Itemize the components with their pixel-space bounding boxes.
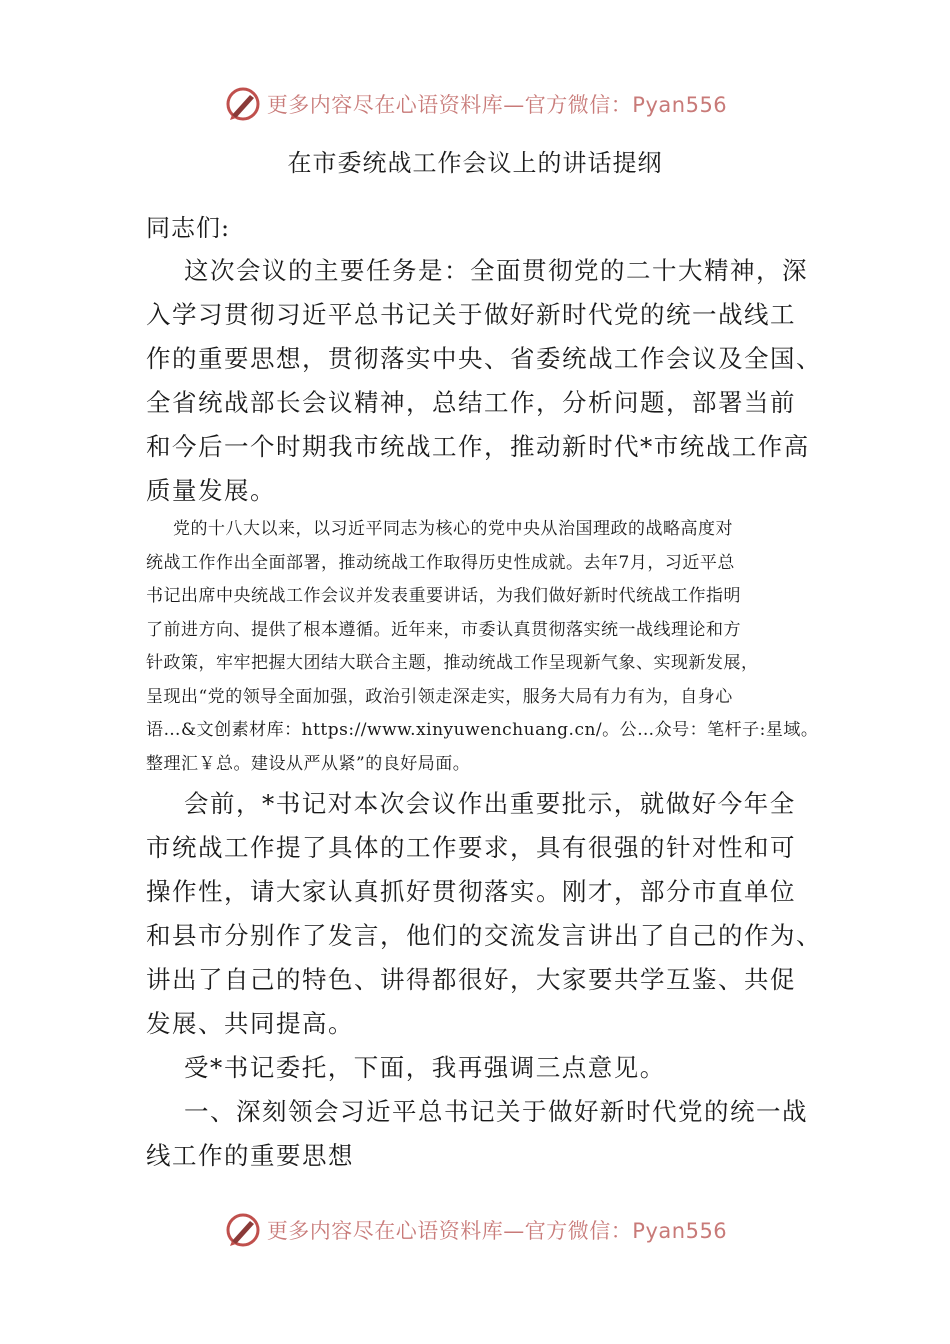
pen-logo-icon [223,84,263,124]
text-line: 质量发展。 [146,476,276,505]
text-line: 党的十八大以来，以习近平同志为核心的党中央从治国理政的战略高度对 [173,519,733,539]
text-line: 呈现出“党的领导全面加强，政治引领走深走实，服务大局有力有为，自身心 [146,686,733,707]
header-banner [0,80,950,128]
greeting: 同志们: [146,214,231,242]
text-line: 一、深刻领会习近平总书记关于做好新时代党的统一战 [184,1097,808,1126]
text-line: 全省统战部长会议精神，总结工作，分析问题，部署当前 [146,388,796,417]
paragraph-1 [146,249,822,513]
text-line: 这次会议的主要任务是：全面贯彻党的二十大精神，深 [184,256,808,285]
text-line: 语…&文创素材库：https://www.xinyuwenchuang.cn/。公…众号：笔杆子:星域。 [146,720,819,740]
text-line: 书记出席中央统战工作会议并发表重要讲话，为我们做好新时代统战工作指明 [146,586,741,606]
text-line: 整理汇￥总。建设从严从紧”的良好局面。 [146,753,471,774]
text-line: 市统战工作提了具体的工作要求，具有很强的针对性和可 [146,833,796,862]
paragraph-3 [146,782,822,1046]
text-line: 统战工作作出全面部署，推动统战工作取得历史性成就。去年7月，习近平总 [146,552,735,573]
section-heading-1 [146,1090,806,1178]
text-line: 线工作的重要思想 [146,1141,354,1170]
text-line: 发展、共同提高。 [146,1009,354,1038]
paragraph-2 [146,513,819,781]
document-title: 在市委统战工作会议上的讲话提纲 [287,149,663,177]
banner-text: 更多内容尽在心语资料库—官方微信：Pyan556 [266,93,728,117]
text-line: 作的重要思想，贯彻落实中央、省委统战工作会议及全国、 [146,344,822,373]
text-line: 和今后一个时期我市统战工作，推动新时代*市统战工作高 [146,432,810,461]
text-line: 会前，*书记对本次会议作出重要批示，就做好今年全 [184,789,796,818]
text-line: 了前进方向、提供了根本遵循。近年来，市委认真贯彻落实统一战线理论和方 [146,619,741,640]
text-line: 受*书记委托，下面，我再强调三点意见。 [184,1053,666,1082]
text-line: 入学习贯彻习近平总书记关于做好新时代党的统一战线工 [146,300,796,329]
text-line: 和县市分别作了发言，他们的交流发言讲出了自己的作为、 [146,921,822,950]
paragraph-4 [146,1046,806,1090]
text-line: 针政策，牢牢把握大团结大联合主题，推动统战工作呈现新气象、实现新发展， [146,653,759,673]
banner-text: 更多内容尽在心语资料库—官方微信：Pyan556 [266,1219,728,1243]
text-line: 讲出了自己的特色、讲得都很好，大家要共学互鉴、共促 [146,965,796,994]
text-line: 操作性，请大家认真抓好贯彻落实。刚才，部分市直单位 [146,877,796,906]
footer-banner [0,1206,950,1254]
pen-logo-icon [223,1210,263,1250]
